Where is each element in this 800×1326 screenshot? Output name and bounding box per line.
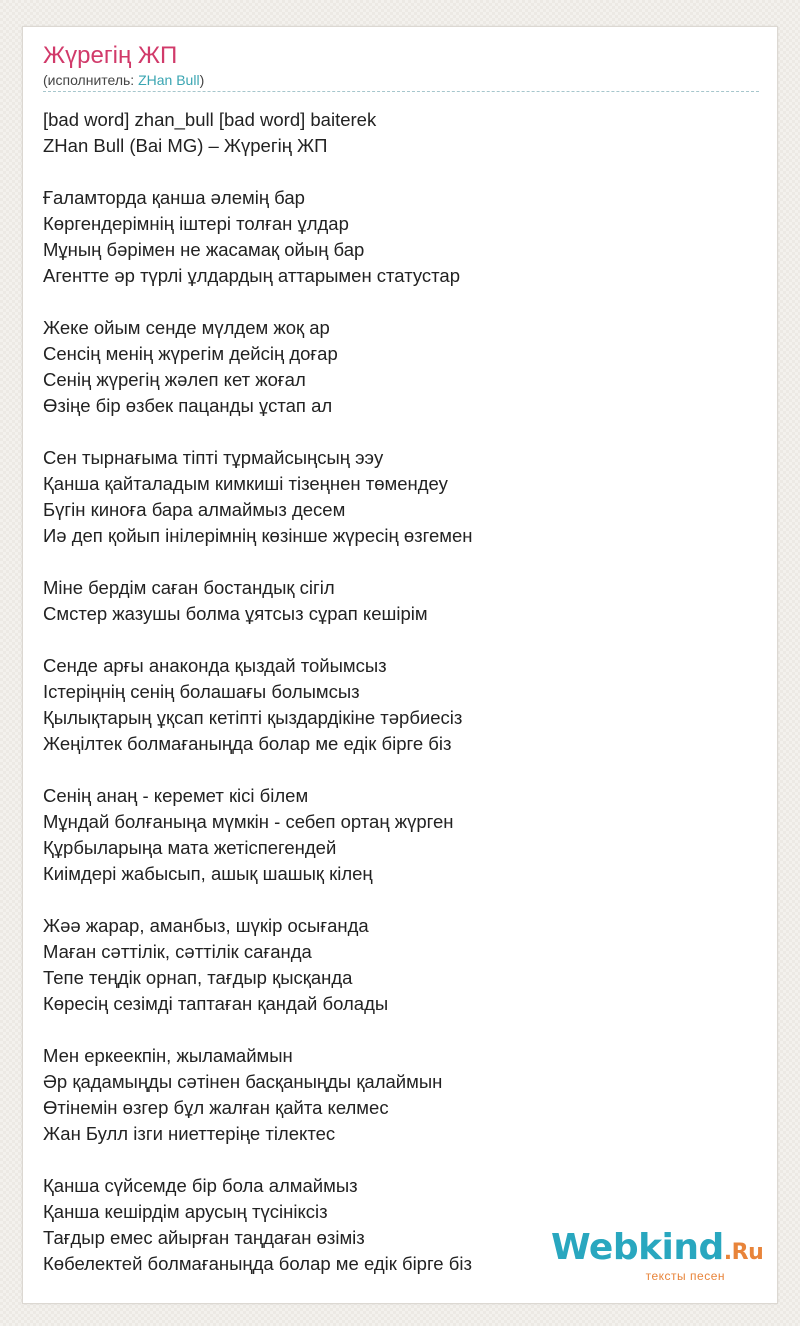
logo-tld: .Ru	[723, 1240, 764, 1265]
song-header	[43, 41, 759, 92]
lyrics-line: Өтінемін өзгер бұл жалған қайта келмес	[43, 1097, 389, 1118]
song-title: Жүрегің ЖП	[43, 42, 178, 69]
lyrics-line: Жан Булл ізги ниеттеріңе тілектес	[43, 1123, 336, 1144]
lyrics-line: Істеріңнің сенің болашағы болымсыз	[43, 681, 360, 702]
lyrics-line: ZHan Bull (Bai MG) – Жүрегің ЖП	[43, 135, 328, 156]
lyrics-stanza	[43, 1043, 759, 1147]
lyrics-line: Қанша кешірдім арусың түсініксіз	[43, 1201, 328, 1222]
lyrics-line: [bad word] zhan_bull [bad word] baiterek	[43, 109, 377, 130]
site-logo[interactable]	[551, 1227, 764, 1283]
lyrics-line: Маған сәттілік, сәттілік сағанда	[43, 941, 312, 962]
lyrics-stanza	[43, 185, 759, 289]
lyrics-stanza	[43, 445, 759, 549]
lyrics-line: Сенде арғы анаконда қыздай тойымсыз	[43, 655, 387, 676]
lyrics-line: Мұндай болғаныңа мүмкін - себеп ортаң жүрген	[43, 811, 454, 832]
artist-prefix: (исполнитель:	[43, 72, 139, 88]
lyrics-line: Киімдері жабысып, ашық шашық кілең	[43, 863, 373, 884]
artist-line	[43, 71, 759, 92]
lyrics-line: Көресің сезімді таптаған қандай болады	[43, 993, 389, 1014]
lyrics-line: Өзіңе бір өзбек пацанды ұстап ал	[43, 395, 333, 416]
lyrics-line: Агентте әр түрлі ұлдардың аттарымен статустар	[43, 265, 461, 286]
lyrics-line: Сенсің менің жүрегім дейсің доғар	[43, 343, 338, 364]
lyrics-line: Тағдыр емес айырған таңдаған өзіміз	[43, 1227, 365, 1248]
lyrics-line: Сенің жүрегің жәлеп кет жоғал	[43, 369, 306, 390]
lyrics-line: Мен еркеекпін, жыламаймын	[43, 1045, 293, 1066]
lyrics-line: Ғаламторда қанша әлемің бар	[43, 187, 305, 208]
lyrics-line: Қылықтарың ұқсап кетіпті қыздардікіне тәрбиесіз	[43, 707, 463, 728]
lyrics-line: Бүгін киноға бара алмаймыз десем	[43, 499, 346, 520]
lyrics-line: Иә деп қойып інілерімнің көзінше жүресің өзгемен	[43, 525, 473, 546]
lyrics-stanza	[43, 783, 759, 887]
lyrics-line: Жәә жарар, аманбыз, шүкір осығанда	[43, 915, 369, 936]
lyrics-line: Көбелектей болмағаныңда болар ме едік бірге біз	[43, 1253, 472, 1274]
logo-wordmark	[551, 1227, 764, 1272]
artist-link[interactable]: ZHan Bull	[138, 72, 200, 88]
lyrics-body	[43, 107, 759, 1303]
lyrics-stanza	[43, 315, 759, 419]
lyrics-line: Сен тырнағыма тіпті тұрмайсыңсың ээу	[43, 447, 384, 468]
lyrics-line: Қанша қайталадым кимкиші тізеңнен төмендеу	[43, 473, 448, 494]
lyrics-line: Смстер жазушы болма ұятсыз сұрап кешірім	[43, 603, 428, 624]
lyrics-stanza	[43, 653, 759, 757]
lyrics-stanza	[43, 575, 759, 627]
lyrics-line: Сенің анаң - керемет кісі білем	[43, 785, 309, 806]
lyrics-line: Тепе теңдік орнап, тағдыр қысқанда	[43, 967, 353, 988]
lyrics-line: Көргендерімнің іштері толған ұлдар	[43, 213, 349, 234]
lyrics-line: Жеке ойым сенде мүлдем жоқ ар	[43, 317, 330, 338]
lyrics-line: Жеңілтек болмағаныңда болар ме едік бірге біз	[43, 733, 452, 754]
artist-suffix: )	[199, 72, 205, 88]
lyrics-stanza	[43, 913, 759, 1017]
lyrics-line: Мұның бәрімен не жасамақ ойың бар	[43, 239, 365, 260]
logo-name: Webkind	[551, 1227, 724, 1268]
lyrics-card	[22, 26, 778, 1304]
lyrics-line: Құрбыларыңа мата жетіспегендей	[43, 837, 337, 858]
logo-tagline: тексты песен	[645, 1269, 725, 1283]
lyrics-line: Әр қадамыңды сәтінен басқаныңды қалаймын	[43, 1071, 443, 1092]
lyrics-line: Қанша сүйсемде бір бола алмаймыз	[43, 1175, 358, 1196]
lyrics-stanza	[43, 107, 759, 159]
lyrics-line: Міне бердім саған бостандық сігіл	[43, 577, 335, 598]
